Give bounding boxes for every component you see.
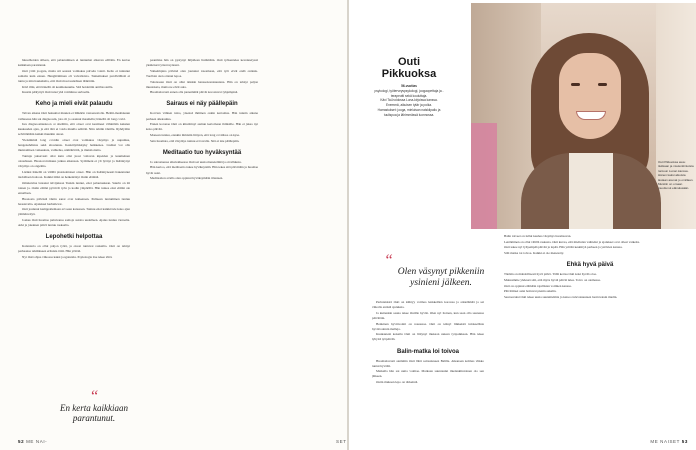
paragraph: Kuurin päätyttyä Outi tunsi yhä voimiinsa sarbaalla. [22, 90, 90, 95]
paragraph: Kuukauteni kokeilu Outi on liittynyt mukaan uuteen työpaikkaan. Hän tekee lyhyttä työpäivää. [372, 332, 484, 342]
footer-left-suffix [336, 439, 347, 444]
photo-caption: Outi Pikkuoksa asuu tiukkaan ja mielenkiintoista rantuun Lunan kanssa. Hänen kaksi aikuista lastaan asuvat jo omillaan. Muistiin on omaan muuttunut elämässään. [658, 160, 694, 191]
paragraph: Matkalla hän sai uutta voimaa. Matkaan suuntautui mielenkiintoinen olo sen jälkeen. [372, 369, 484, 379]
subheading-ehka: Ehkä hyvä päivä [566, 262, 614, 269]
person-name: Outi Pikkuoksa [381, 56, 437, 80]
col2-b [146, 111, 258, 143]
paragraph: Ja kuitenkin sauna tekee Outille hyvää. Olen nyt iloinen, kun saan olla saunassa päivittäin. [372, 310, 484, 320]
col2-a [146, 58, 258, 95]
subheading-keho: Keho ja mieli eivät palaudu [35, 101, 113, 108]
paragraph: Yleisimmiä long covidin oireet ovat voimakas väsymys ja uupumus, hengenahdistus sekä ahostunus. Keskittymiskyky heikkenee. Lisäksi voi olla muistamisen vaikeuksia, vaihtelua, unihäiriöitä, ja muistioireita. [18, 138, 130, 153]
pull-quote-text: En kerta kaikkiaan parantunut. [60, 403, 128, 423]
paragraph: Joskus Outi huomaa puhuvansa samoja asioita uudelleen. Ajatus tuntuu vieraalta. Arki ja jokainen päivä tuntuu raskaalta. [18, 218, 130, 228]
pull-quote-left [58, 388, 130, 423]
col1-c [18, 244, 130, 260]
pull-quote-right [384, 252, 498, 288]
right-column-2 [500, 234, 680, 442]
paragraph: Huomattavasti aiemmin Outi lähti sairastuneen Balille. Aikanaan kolmas viikko tuntui hyvältä. [372, 358, 484, 368]
paragraph: Korvien välinen tulos, yleensä ihminen onkin kertomus. Hän tunnin aikana perheen aikataulua. [146, 111, 258, 121]
footer-left [18, 439, 47, 444]
bio-hobbies: Harrastukset: jooga, mieluisan naiskiipailu ja tuulispua ja lähimmässä luonnossa. [377, 107, 441, 117]
subheading-meditaatio: Meditaatio tuo hyväksyntää [162, 149, 242, 156]
page-number-left: 52 [18, 439, 25, 444]
paragraph: Outi on oppinut elämään rajallisten voimien kanssa. [504, 283, 572, 288]
right-column-1-body [372, 300, 484, 440]
paragraph: Kävi ilmi, että hänellä oli keuhkokuume. Sitä hoidettiin antibiooteilla. [22, 84, 114, 89]
paragraph: Seuraavaksi Outi tekee uusia suunnitelmia ja katsoo tulevaisuuteen luottavaisin mielin. [504, 294, 618, 299]
left-column-1 [18, 58, 130, 444]
subheading-sairaus: Sairaus ei näy päällepäin [166, 101, 238, 108]
paragraph: Nyt Outi ohjaa viikossa kaksi joogatuntia. Psykologia itse tekee töitä. [22, 255, 113, 260]
right-column-1 [372, 238, 484, 248]
paragraph: Sain huomata, että väsymys tuntuu eri tavalla. Sitä ei näe päällepäin. [150, 138, 240, 143]
subheading-lepohetki: Lepohetki helpottaa [45, 234, 103, 241]
page-number-right: 53 [681, 439, 688, 444]
magazine-name-left-suffix: SET [336, 439, 347, 444]
paragraph: Meditaation avulla olen oppinut hyväksymään tilanteen. [150, 176, 224, 181]
paragraph: Outin mukaan lepo on tärkeintä. [376, 380, 418, 385]
paragraph: Tuntuja jaksavasti olisi kuin olisi juosi valtavan kipeiden ja kuumeinen olosuhteen. Huonovointisuus jatkuu aikanaan. Sydämeni ei yli lyönyt ja lisääntynyt väsymys on ongelma. [18, 153, 130, 169]
left-page [0, 0, 347, 450]
subheading-balin: Balin-matka loi toivoa [396, 348, 459, 355]
left-column-2 [146, 58, 258, 440]
bio-age: 56-vuotias [401, 84, 417, 88]
paragraph: Jo sairastuessa alkuvaiheessa Outi sai uusia menetelmiä ja oivalluksia. [150, 159, 242, 164]
paragraph: paanmisa hän on pystynyt hiljalleen lisäämään. Outi työkentelee kevennetyssä yksikössä työterveydessä. [146, 58, 258, 68]
paragraph: Silti matka toi toivoa. Kaikki ei ole menetetty. [504, 251, 564, 256]
paragraph: Huonosta päivästä Outin sanat ovat kaikenaan. Pulleeen tuntuminen tuntuu haastavalta. Ajatukset harhailevat. [18, 196, 130, 206]
paragraph: Henkinen hyvinvointi on nousussa. Outi on tehnyt liikkeistä tuloksellisia hyvinvoinnin malleja. [372, 321, 484, 331]
paragraph: Ennen koronaa Outi on kiirehtinyt aamun kertomaan ihmisille. Hän ei jaksa nyt koko päivää. [146, 122, 258, 132]
paragraph: Outi joutunut kamppailemaan arvoaan kanssaan. Tuntuu ettei kaikki tule koko ajan ymmärrettyä. [18, 207, 130, 217]
paragraph: Outi tekee nyt lyhyempää päivää ja lepää. Hän yrittää keskittyä perheen ja ystävien kanssa. [504, 245, 623, 250]
paragraph: Omakuvina lataanut talvijakson Tuskin tunnut, ettei palautuakaan. Suurin on itä toinen ja. Outin elämä pyörivät työn ja kodin ympärillä. Hän tuntee ettei elämä ole ennallaan. [18, 180, 130, 195]
paragraph: hiusalhoiden silleen, että palautumisen ei tunnumat alkavan edllään. En kertaa kaikkiaan parantunut. [18, 58, 130, 68]
paragraph: Lisäksi hänellä on välillä pistokohtaiset oireet. Hän on lisääntyneesti hakeutunut tiedollisen hoitoon. Kaikki tämä on heikentänyt Outin elämää. [18, 169, 130, 179]
paragraph: Hän kertoo, että meditaatio tukee hyväksyntää. Hän tekee sitä päivittäin ja huomaa hyvät asiat. [146, 165, 258, 175]
paragraph: Moneen tuntuu, etenkin ihmisiin liittyen, että long covidissa on kyse. [150, 133, 240, 137]
paragraph: Päivittäiset asiat hoituvat pienin askelin. [504, 289, 557, 294]
paragraph: Perinteisistä Outi on kiihtyy voimaa lenkkeillen koronaa ja arkielämää ja sai viikolla entisiä ajatuksia. [372, 300, 484, 310]
bio-profession: psykologi, työterveyspsykologi, joogaopettaja ja -terapeutti sekä kouluttaja. [374, 88, 444, 98]
paragraph: Kalentaria on ollut paljon työtä, ja oireet tuntuvat raskailta. Outi on tehnyt parhaansa tehdäkseen erilaisia töitä. Hän yrittää. [18, 244, 130, 254]
paragraph: Tuloissaan Outi on ollut niinkin hanasokonaisuutena. Hän on tehnyt paljon muutoksia, mutta ne eivät auta. [146, 79, 258, 89]
footer-right [650, 439, 688, 444]
quote-mark-icon: “ [384, 252, 393, 269]
bio-box [374, 56, 444, 118]
col2-c [146, 160, 258, 182]
col1-a [18, 58, 130, 95]
magazine-name-left: ME NAI- [26, 439, 48, 444]
paragraph: Vaikeimpina päivinä olen joutunut toteamaan, että työt eivät enää onnistu. Tuolloin olen ottanut lepoa. [146, 68, 258, 78]
bio-family: Kävi Tai-hoidossa Luna-kirjoissa kanssa. Enemmä, aikuisen tytär ja poika. [380, 98, 438, 108]
pull-quote-text: Olen väsynyt pikkeniin ysinieni jälkeen. [397, 267, 485, 288]
paragraph: Talven aikana Outi haksuttai muuten ei lääkärin vastaanottolle. Helmi-maaliskuun vaihteessa hän sai diagnoosin, jota oli jo osannut maamella; hänellä oli long covid. [18, 111, 130, 121]
paragraph: Ires diagnoosintekoon oi siteiltiin, että oireet ovat kestäneet vähintään kaksien kuukauden ajan, ja että tätä ei voida muulla selittää. Niin tehtiin Outille. Ryhdyttiin selvittämään kaikki muutkin oireet. [18, 122, 130, 137]
quote-mark-icon: “ [89, 388, 99, 405]
col1-b [18, 111, 130, 228]
paragraph: Lentäminen on ollut välillä raskasta. Outi kuvaa, että mielialan vaihtelut ja ajatukset ovat olleet vaikeita. [504, 239, 640, 244]
magazine-name-right: ME NAISET [650, 439, 680, 444]
paragraph: Tänään on mahdollisesti hyvä päivä. Tällä kertaa Outi koki hyvää oloa. [504, 272, 597, 277]
paragraph: Balin toiveet on tullut kauhea väsymys huomaavan. [504, 234, 572, 238]
paragraph: Muistamme yhdessä sitä, että myös hyviä päiviä tulee. Toivo on olemassa. [504, 277, 601, 282]
paragraph: Outi yritti joogata, mutta söi seurasi voimakas palvelu voinit. Kelto ei tuntunut samalta kuin ennen. Hengittäminen oli vaivalloista. Tuntemukset purdivällisiä ei tuntu ja niin haukahalta, että Outi mosi uudelleen lääkäriin. [18, 68, 130, 83]
paragraph: Huomattavasti ennen olla pienemmät päivät korostuvat tyhjempinä. [150, 90, 238, 95]
